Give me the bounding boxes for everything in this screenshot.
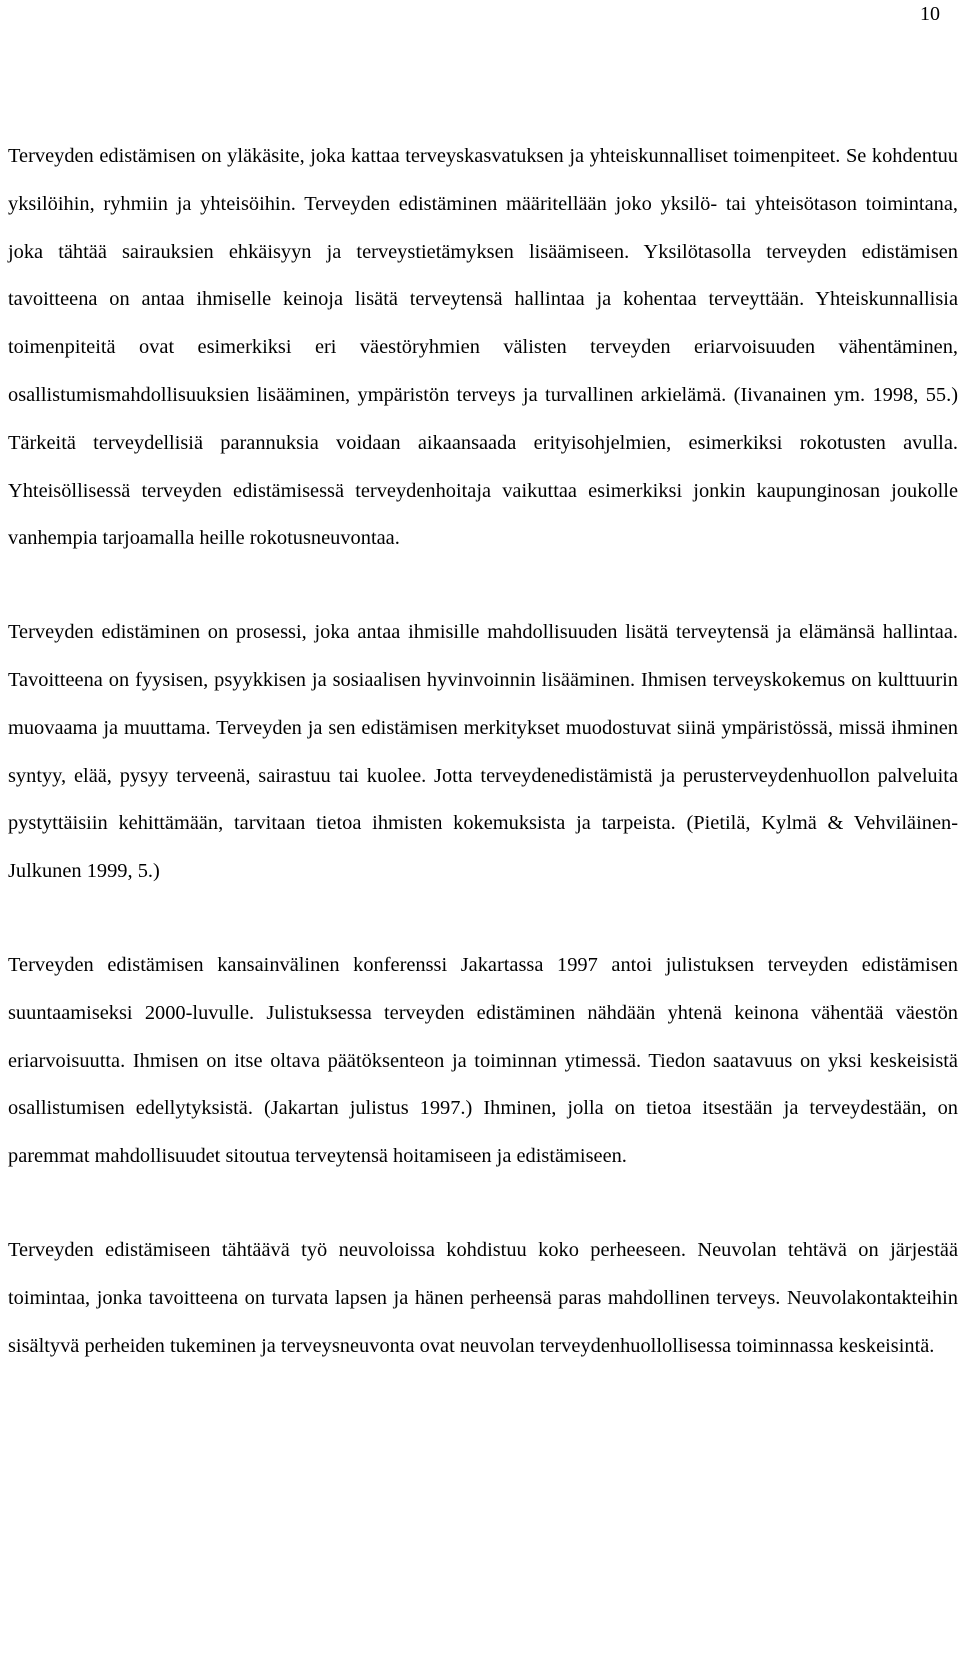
body-text [8,133,958,1370]
page-number: 10 [920,3,940,25]
paragraph-health-promotion-definition: Terveyden edistämisen on yläkäsite, joka kattaa terveyskasvatuksen ja yhteiskunnalliset toimenpiteet. Se kohdentuu yksilöihin, ryhmiin ja yhteisöihin. Terveyden edistäminen määritellään joko yksilö- tai yhteisötason toimintana, joka tähtää sairauksien ehkäisyyn ja terveystietämyksen lisäämiseen. Yksilötasolla terveyden edistämisen tavoitteena on antaa ihmiselle keinoja lisätä terveytensä hallintaa ja kohentaa terveyttään. Yhteiskunnallisia toimenpiteitä ovat esimerkiksi eri väestöryhmien välisten terveyden eriarvoisuuden vähentäminen, osallistumismahdollisuuksien lisääminen, ympäristön terveys ja turvallinen arkielämä. (Iivanainen ym. 1998, 55.) Tärkeitä terveydellisiä parannuksia voidaan aikaansaada erityisohjelmien, esimerkiksi rokotusten avulla. Yhteisöllisessä terveyden edistämisessä terveydenhoitaja vaikuttaa esimerkiksi jonkin kaupunginosan joukolle vanhempia tarjoamalla heille rokotusneuvontaa. [8,145,958,550]
paragraph-jakarta-declaration: Terveyden edistämisen kansainvälinen konferenssi Jakartassa 1997 antoi julistuksen terveyden edistämisen suuntaamiseksi 2000-luvulle. Julistuksessa terveyden edistäminen nähdään yhtenä keinona vähentää väestön eriarvoisuutta. Ihmisen on itse oltava päätöksenteon ja toiminnan ytimessä. Tiedon saatavuus on yksi keskeisistä osallistumisen edellytyksistä. (Jakartan julistus 1997.) Ihminen, jolla on tietoa itsestään ja terveydestään, on paremmat mahdollisuudet sitoutua terveytensä hoitamiseen ja edistämiseen. [8,953,958,1168]
paragraph-maternity-clinic: Terveyden edistämiseen tähtäävä työ neuvoloissa kohdistuu koko perheeseen. Neuvolan tehtävä on järjestää toimintaa, jonka tavoitteena on turvata lapsen ja hänen perheensä paras mahdollinen terveys. Neuvolakontakteihin sisältyvä perheiden tukeminen ja terveysneuvonta ovat neuvolan terveydenhuollollisessa toiminnassa keskeisintä. [8,1238,958,1357]
paragraph-health-promotion-process: Terveyden edistäminen on prosessi, joka antaa ihmisille mahdollisuuden lisätä terveytensä ja elämänsä hallintaa. Tavoitteena on fyysisen, psyykkisen ja sosiaalisen hyvinvoinnin lisääminen. Ihmisen terveyskokemus on kulttuurin muovaama ja muuttama. Terveyden ja sen edistämisen merkitykset muodostuvat siinä ympäristössä, missä ihminen syntyy, elää, pysyy terveenä, sairastuu tai kuolee. Jotta terveydenedistämistä ja perusterveydenhuollon palveluita pystyttäisiin kehittämään, tarvitaan tietoa ihmisten kokemuksista ja tarpeista. (Pietilä, Kylmä & Vehviläinen-Julkunen 1999, 5.) [8,621,958,883]
